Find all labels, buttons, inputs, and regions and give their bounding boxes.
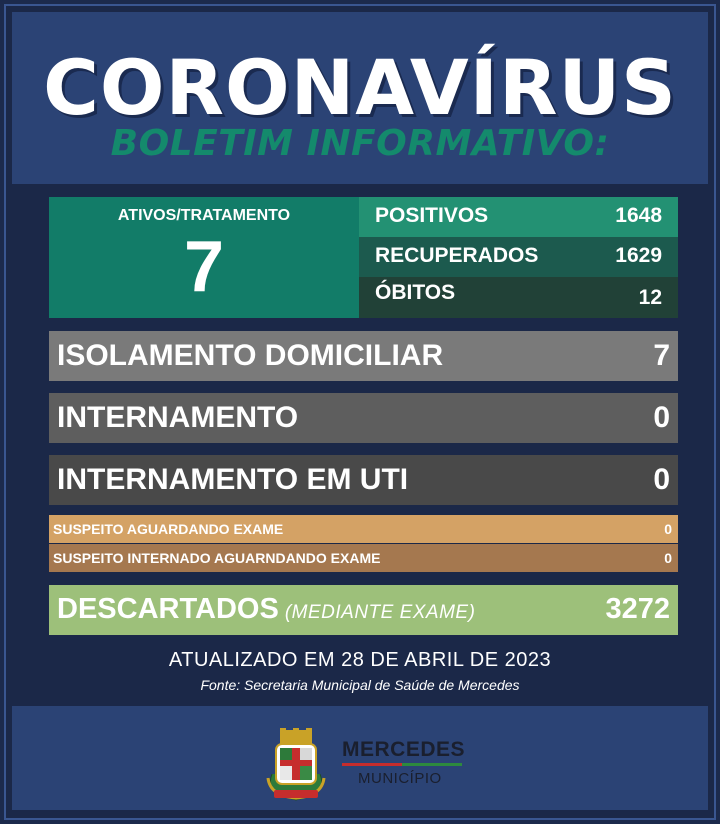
uti-value: 0 bbox=[653, 463, 670, 496]
positivos-label: POSITIVOS bbox=[375, 204, 489, 227]
descartados-note: (MEDIANTE EXAME) bbox=[284, 602, 476, 623]
header-banner bbox=[12, 12, 708, 184]
active-cases-label: ATIVOS/TRATAMENTO bbox=[117, 207, 291, 224]
internamento-value: 0 bbox=[653, 401, 670, 434]
suspeito-aguardando-value: 0 bbox=[664, 521, 672, 537]
municipal-crest-icon bbox=[262, 726, 330, 802]
descartados-label: DESCARTADOS bbox=[57, 593, 279, 625]
logo-subtitle: MUNICÍPIO bbox=[358, 770, 442, 787]
isolamento-row bbox=[49, 331, 678, 381]
active-cases-box bbox=[49, 197, 359, 318]
suspeito-aguardando-row bbox=[49, 515, 678, 543]
obitos-label: ÓBITOS bbox=[375, 281, 456, 304]
logo-name: MERCEDES bbox=[342, 738, 466, 761]
recuperados-row bbox=[359, 237, 678, 277]
suspeito-internado-row bbox=[49, 544, 678, 572]
suspeito-internado-label: SUSPEITO INTERNADO AGUARNDANDO EXAME bbox=[53, 550, 381, 566]
descartados-label-wrap bbox=[57, 593, 475, 626]
source-text: Fonte: Secretaria Municipal de Saúde de Mercedes bbox=[200, 677, 520, 693]
internamento-row bbox=[49, 393, 678, 443]
uti-row bbox=[49, 455, 678, 505]
page-subtitle: BOLETIM INFORMATIVO: bbox=[110, 123, 610, 164]
recuperados-label: RECUPERADOS bbox=[375, 244, 539, 267]
logo-divider bbox=[342, 763, 462, 766]
recuperados-value: 1629 bbox=[615, 244, 662, 267]
active-cases-value: 7 bbox=[183, 227, 225, 307]
descartados-row bbox=[49, 585, 678, 635]
isolamento-label: ISOLAMENTO DOMICILIAR bbox=[57, 339, 444, 372]
obitos-row bbox=[359, 277, 678, 318]
positivos-row bbox=[359, 197, 678, 237]
isolamento-value: 7 bbox=[653, 339, 670, 372]
uti-label: INTERNAMENTO EM UTI bbox=[57, 463, 409, 496]
descartados-value: 3272 bbox=[605, 593, 670, 625]
page-title: CORONAVÍRUS bbox=[43, 43, 677, 132]
suspeito-aguardando-label: SUSPEITO AGUARDANDO EXAME bbox=[53, 521, 284, 537]
obitos-value: 12 bbox=[638, 286, 662, 309]
updated-date: ATUALIZADO EM 28 DE ABRIL DE 2023 bbox=[168, 649, 552, 671]
suspeito-internado-value: 0 bbox=[664, 550, 672, 566]
positivos-value: 1648 bbox=[615, 204, 662, 227]
internamento-label: INTERNAMENTO bbox=[57, 401, 299, 434]
